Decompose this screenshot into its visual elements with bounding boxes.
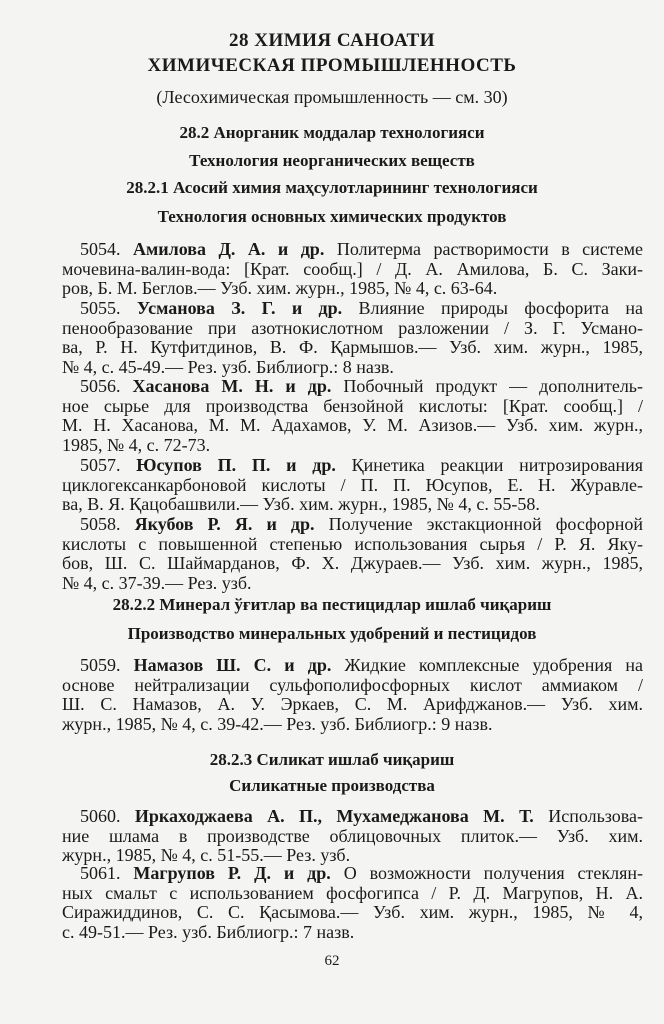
- entry-text: Жидкие комплексные удобрения на: [344, 655, 644, 675]
- entry-first-line: [62, 515, 643, 535]
- entry-line: бов, Ш. С. Шаймарданов, Ф. Х. Джураев.— Узб. хим. журн., 1985,: [62, 553, 643, 573]
- chapter-title-uz: 28 ХИМИЯ САНОАТИ: [228, 30, 436, 51]
- entry-line: кислоты с повышенной степенью использования сырья / Р. Я. Яку-: [62, 533, 643, 554]
- entry-first-line: [62, 656, 643, 676]
- entry-number: 5061.: [80, 863, 121, 883]
- section-heading-uz: 28.2.1 Асосий химия маҳсулотларининг технологияси: [126, 178, 538, 197]
- entry-first-line: [62, 864, 643, 884]
- entry-text: Влияние природы фосфорита на: [358, 298, 644, 318]
- entry-line: журн., 1985, № 4, с. 51-55.— Рез. узб.: [62, 845, 351, 865]
- section-heading-uz: 28.2.2 Минерал ўғитлар ва пестицидлар ишлаб чиқариш: [112, 595, 552, 614]
- entry-line: № 4, с. 37-39.— Рез. узб.: [62, 572, 252, 593]
- entry-number: 5060.: [80, 806, 121, 826]
- entry-number: 5055.: [80, 298, 121, 318]
- entry-text: Политерма растворимости в системе: [336, 239, 644, 259]
- page-number: 62: [324, 953, 340, 969]
- entry-first-line: [62, 240, 643, 260]
- entry-line: М. Н. Хасанова, М. М. Адахамов, У. М. Азизов.— Узб. хим. журн.,: [62, 415, 643, 435]
- entry-number: 5054.: [80, 239, 121, 259]
- entry-text: Использова-: [548, 806, 644, 826]
- entry-text: Побочный продукт — дополнитель-: [343, 376, 644, 396]
- entry-line: ных смальт с использованием фосфогипса / Р. Д. Магрупов, Н. А.: [62, 882, 643, 903]
- bibliography-entry: [62, 456, 643, 515]
- entry-line: циклогексанкарбоновой кислоты / П. П. Юсупов, Е. Н. Журавле-: [62, 474, 643, 495]
- entry-line: мочевина-валин-вода: [Крат. сообщ.] / Д. А. Амилова, Б. С. Заки-: [62, 258, 643, 279]
- bibliography-entry: [62, 377, 643, 455]
- bibliography-entry: [62, 864, 643, 942]
- entry-first-line: [62, 299, 643, 319]
- entry-author: Магрупов Р. Д. и др.: [133, 863, 331, 883]
- entry-first-line: [62, 377, 643, 397]
- entry-line: 1985, № 4, с. 72-73.: [62, 434, 211, 455]
- entry-line: ва, Р. Н. Кутфитдинов, В. Ф. Қармышов.— Узб. хим. журн., 1985,: [62, 337, 643, 357]
- section-heading-ru: Силикатные производства: [229, 776, 435, 795]
- bibliography-entry: [62, 240, 643, 299]
- entry-text: Получение экстакционной фосфорной: [328, 514, 644, 534]
- entry-number: 5057.: [80, 455, 121, 475]
- section-heading-uz: 28.2.3 Силикат ишлаб чиқариш: [209, 750, 455, 769]
- entry-author: Юсупов П. П. и др.: [136, 455, 336, 475]
- entry-author: Иркаходжаева А. П., Мухамеджанова М. Т.: [134, 806, 534, 826]
- entry-author: Усманова З. Г. и др.: [136, 298, 343, 318]
- entry-line: ние шлама в производстве облицовочных плиток.— Узб. хим.: [62, 825, 643, 846]
- bibliography-entry: [62, 299, 643, 377]
- chapter-title-ru: ХИМИЧЕСКАЯ ПРОМЫШЛЕННОСТЬ: [147, 55, 517, 76]
- entry-line: Ш. С. Намазов, А. У. Эркаев, С. М. Арифджанов.— Узб. хим.: [62, 694, 643, 714]
- bibliography-entry: [62, 515, 643, 593]
- entry-line: журн., 1985, № 4, с. 39-42.— Рез. узб. Библиогр.: 9 назв.: [62, 713, 493, 734]
- entry-author: Хасанова М. Н. и др.: [132, 376, 332, 396]
- entry-text: О возможности получения стеклян-: [343, 863, 644, 883]
- entry-first-line: [62, 456, 643, 476]
- entry-line: ва, В. Я. Қацобашвили.— Узб. хим. журн., 1985, № 4, с. 55-58.: [62, 494, 540, 514]
- bibliography-entry: [62, 807, 643, 866]
- entry-number: 5058.: [80, 514, 121, 534]
- entry-line: ров, Б. М. Беглов.— Узб. хим. журн., 1985, № 4, с. 63-64.: [62, 278, 498, 298]
- section-heading-uz: 28.2 Анорганик моддалар технологияси: [179, 123, 485, 142]
- section-heading-ru: Технология неорганических веществ: [189, 151, 475, 170]
- entry-number: 5056.: [80, 376, 121, 396]
- section-heading-ru: Производство минеральных удобрений и пестицидов: [127, 624, 537, 643]
- entry-author: Якубов Р. Я. и др.: [134, 514, 315, 534]
- entry-line: основе нейтрализации сульфополифосфорных кислот аммиаком /: [62, 674, 643, 695]
- bibliography-entry: [62, 656, 643, 734]
- entry-line: с. 49-51.— Рез. узб. Библиогр.: 7 назв.: [62, 921, 355, 942]
- entry-author: Амилова Д. А. и др.: [133, 239, 325, 259]
- entry-line: Сиражиддинов, С. С. Қасымова.— Узб. хим. журн., 1985, № 4,: [62, 902, 643, 922]
- entry-text: Қинетика реакции нитрозирования: [351, 455, 643, 475]
- entry-number: 5059.: [80, 655, 121, 675]
- cross-reference-note: (Лесохимическая промышленность — см. 30): [156, 87, 508, 107]
- entry-first-line: [62, 807, 643, 827]
- section-heading-ru: Технология основных химических продуктов: [157, 207, 507, 226]
- entry-line: пенообразование при азотнокислотном разложении / З. Г. Усмано-: [62, 317, 643, 338]
- entry-line: № 4, с. 45-49.— Рез. узб. Библиогр.: 8 назв.: [62, 356, 394, 377]
- entry-author: Намазов Ш. С. и др.: [133, 655, 332, 675]
- entry-line: ное сырье для производства бензойной кислоты: [Крат. сообщ.] /: [62, 395, 643, 416]
